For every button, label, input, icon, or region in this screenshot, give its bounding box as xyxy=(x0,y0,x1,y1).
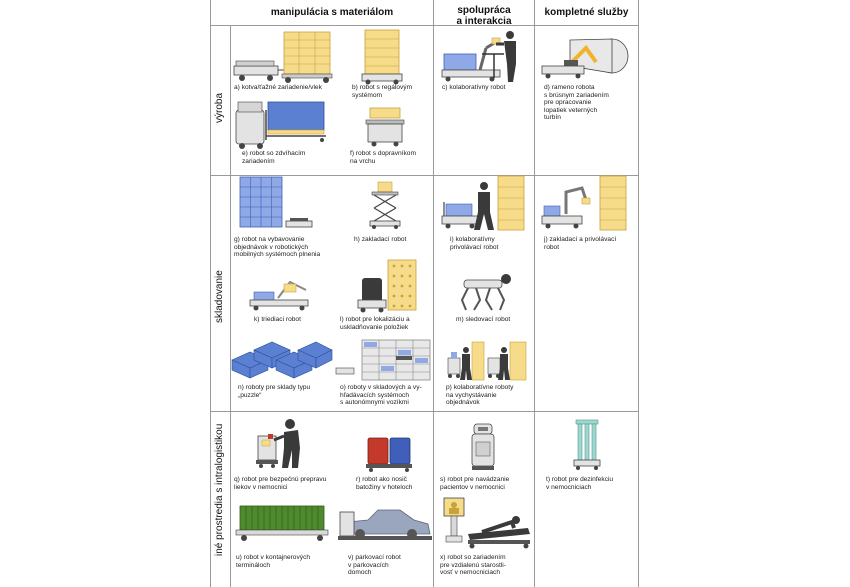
caption-k: k) triediaci robot xyxy=(254,316,301,323)
illustration-collaborative-picking xyxy=(446,340,532,384)
column-divider-2 xyxy=(534,0,535,587)
caption-a: a) kotva/ťažné zariadenie/vlek xyxy=(234,84,322,91)
caption-t: t) robot pre dezinfekciu v nemocniciach xyxy=(546,476,614,491)
caption-e: e) robot so zdvíhacím zariadením xyxy=(242,150,306,165)
illustration-tug-train xyxy=(234,30,344,85)
header-material-handling: manipulácia s materiálom xyxy=(270,7,394,18)
row-label-warehousing: skladovanie xyxy=(214,270,225,323)
row-divider-2 xyxy=(210,411,639,412)
illustration-puzzle-warehouse xyxy=(232,338,332,380)
caption-g: g) robot na vybavovanie objednávok v robotických mobilných systémoch plnenia xyxy=(234,236,321,259)
illustration-conveyor-robot xyxy=(366,108,406,148)
illustration-patient-guidance xyxy=(470,424,496,472)
illustration-sorting-robot xyxy=(250,276,312,312)
illustration-robot-arm-turbine xyxy=(542,36,632,81)
header-divider xyxy=(210,25,639,26)
caption-f: f) robot s dopravníkom na vrchu xyxy=(350,150,416,165)
caption-o: o) roboty v skladových a vy- hľadávacích systémoch s autonómnymi vozíkmi xyxy=(340,384,422,407)
illustration-lift-robot xyxy=(236,100,331,150)
column-divider-1 xyxy=(433,0,434,587)
illustration-luggage-robot xyxy=(366,436,412,472)
caption-m: m) sledovací robot xyxy=(456,316,511,323)
row-label-divider xyxy=(230,25,231,587)
caption-v: v) parkovací robot v parkovacích domoch xyxy=(348,554,401,577)
header-complete-services: kompletné služby xyxy=(544,7,629,18)
illustration-collaborative-call-robot xyxy=(440,176,530,234)
caption-c: c) kolaboratívny robot xyxy=(442,84,506,91)
caption-n: n) roboty pre sklady typu „puzzle“ xyxy=(238,384,311,399)
illustration-placement-robot xyxy=(368,182,404,230)
caption-u: u) robot v kontajnerových termináloch xyxy=(236,554,311,569)
illustration-localization-robot xyxy=(354,260,418,314)
illustration-medicine-transport xyxy=(256,416,306,470)
illustration-shuttle-storage xyxy=(336,340,432,382)
caption-r: r) robot ako nosič batožiny v hoteloch xyxy=(356,476,413,491)
caption-j: j) zakladací a privolávací robot xyxy=(544,236,617,251)
caption-l: l) robot pre lokalizáciu a uskladňovanie položiek xyxy=(340,316,410,331)
caption-h: h) zakladací robot xyxy=(354,236,407,243)
caption-q: q) robot pre bezpečnú prepravu liekov v nemocnici xyxy=(234,476,327,491)
illustration-remote-care-robot xyxy=(442,498,534,550)
illustration-following-robot xyxy=(458,270,514,314)
row-label-other: iné prostredia s intralogistikou xyxy=(214,423,225,556)
illustration-disinfection-robot xyxy=(572,420,602,472)
row-label-production: výroba xyxy=(214,92,225,123)
caption-p: p) kolaboratívne roboty na vychystávanie objednávok xyxy=(446,384,514,407)
table-border-right xyxy=(638,0,639,587)
header-collaboration: spolupráca a interakcia xyxy=(456,5,512,27)
table-border-left xyxy=(210,0,211,587)
illustration-placement-call-robot xyxy=(542,176,632,232)
caption-s: s) robot pre navádzanie pacientov v nemocnici xyxy=(440,476,510,491)
illustration-order-fulfillment-robot xyxy=(240,177,320,233)
illustration-parking-robot xyxy=(338,508,432,544)
caption-d: d) rameno robota s brúsnym zariadením pre opracovanie lopatiek veterných turbín xyxy=(544,84,609,122)
illustration-container-robot xyxy=(236,506,328,542)
caption-i: i) kolaboratívny privolávací robot xyxy=(450,236,499,251)
caption-b: b) robot s regálovým systémom xyxy=(352,84,413,99)
caption-x: x) robot so zariadením pre vzdialenú starostli- vosť v nemocniciach xyxy=(440,554,506,577)
illustration-collaborative-robot xyxy=(442,30,527,85)
illustration-shelf-robot xyxy=(362,30,407,85)
